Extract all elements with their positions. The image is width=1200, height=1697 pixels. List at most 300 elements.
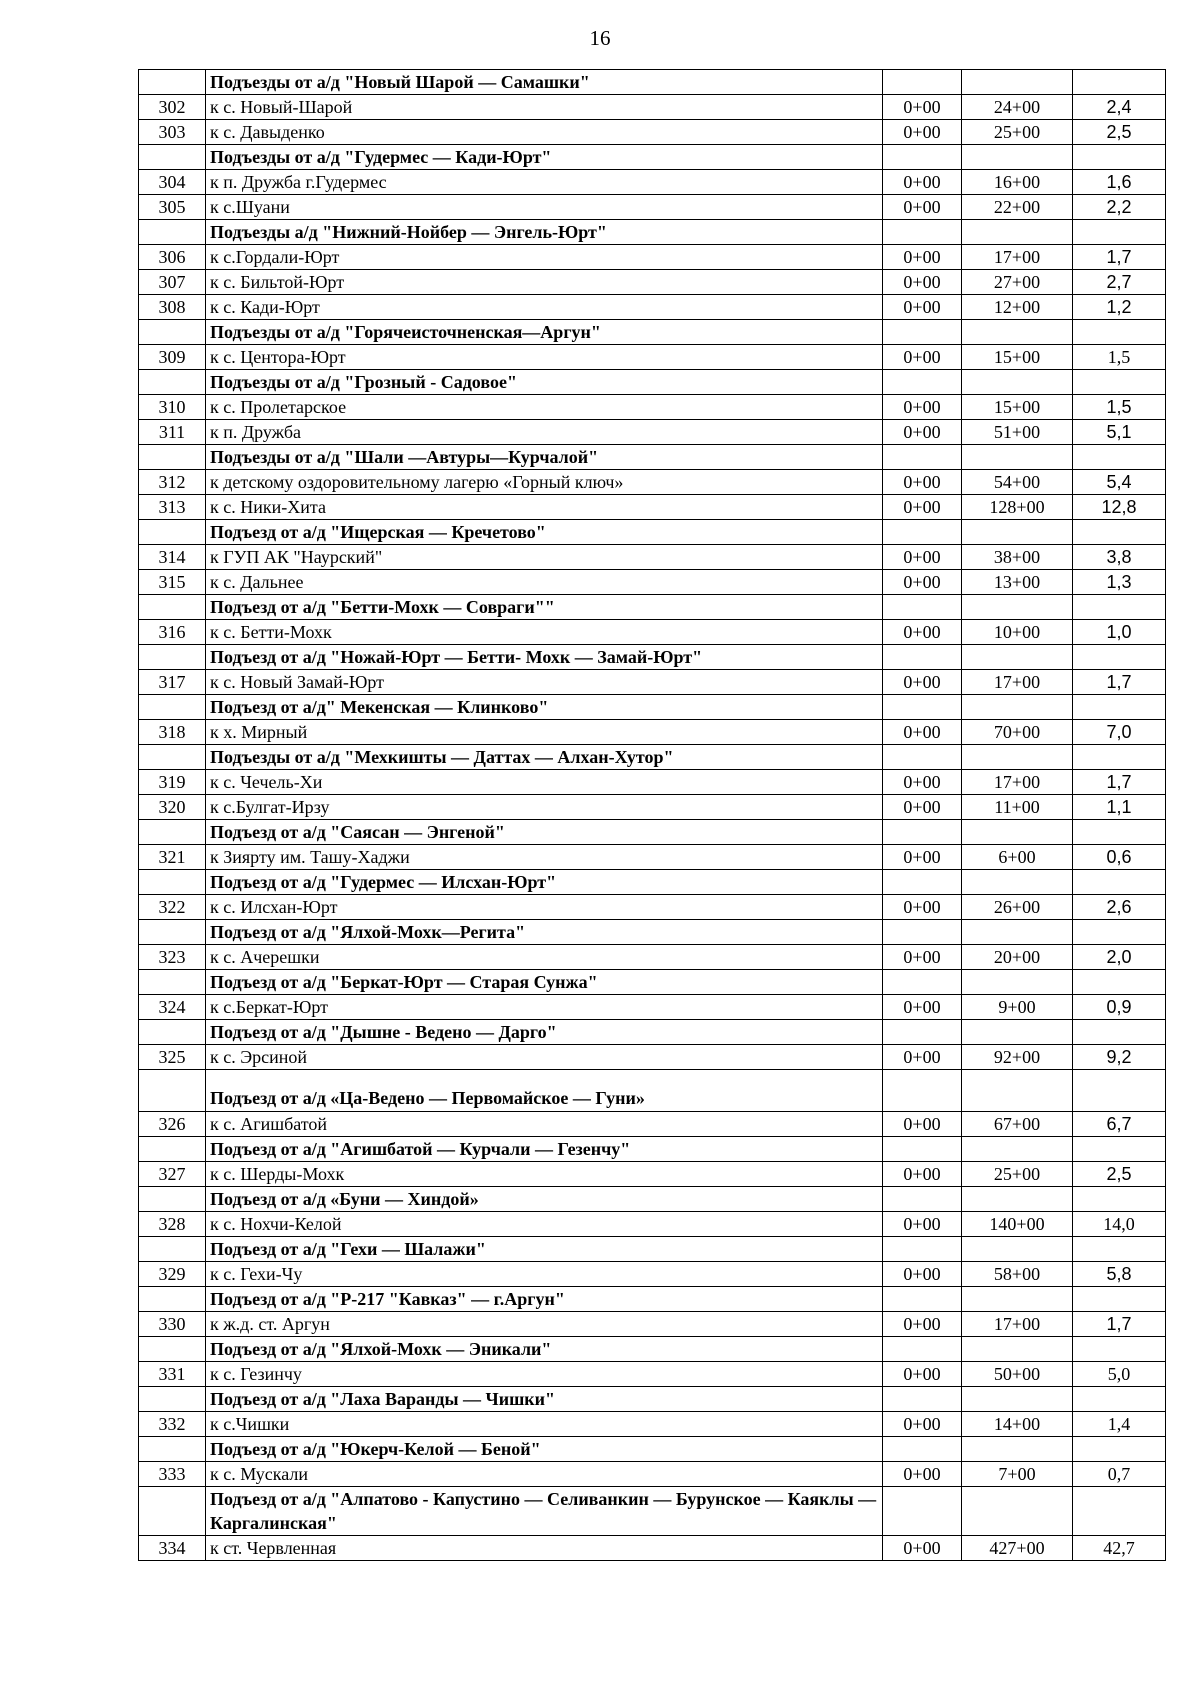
start-km-cell	[883, 1137, 962, 1162]
row-number-cell	[139, 1487, 206, 1536]
length-cell	[1073, 920, 1166, 945]
start-km-cell: 0+00	[883, 1412, 962, 1437]
end-km-cell	[962, 695, 1073, 720]
length-cell: 7,0	[1073, 720, 1166, 745]
row-number-cell: 333	[139, 1462, 206, 1487]
row-number-cell	[139, 1387, 206, 1412]
section-header-row	[139, 1020, 1166, 1045]
end-km-cell: 6+00	[962, 845, 1073, 870]
start-km-cell: 0+00	[883, 495, 962, 520]
table-row	[139, 720, 1166, 745]
start-km-cell: 0+00	[883, 1362, 962, 1387]
section-title-cell: Подъезд от а/д "Саясан — Энгеной"	[206, 820, 883, 845]
row-number-cell: 326	[139, 1112, 206, 1137]
end-km-cell: 17+00	[962, 245, 1073, 270]
length-cell	[1073, 1137, 1166, 1162]
section-title-cell: Подъезды от а/д "Новый Шарой — Самашки"	[206, 70, 883, 95]
end-km-cell	[962, 520, 1073, 545]
length-cell	[1073, 145, 1166, 170]
row-number-cell	[139, 870, 206, 895]
section-header-row	[139, 520, 1166, 545]
section-header-row	[139, 1437, 1166, 1462]
start-km-cell: 0+00	[883, 895, 962, 920]
end-km-cell	[962, 1070, 1073, 1112]
length-cell	[1073, 70, 1166, 95]
end-km-cell	[962, 920, 1073, 945]
road-name-cell: к с. Бетти-Мохк	[206, 620, 883, 645]
row-number-cell: 319	[139, 770, 206, 795]
length-cell: 5,8	[1073, 1262, 1166, 1287]
length-cell	[1073, 1070, 1166, 1112]
section-title-cell: Подъезды от а/д "Гудермес — Кади-Юрт"	[206, 145, 883, 170]
row-number-cell: 318	[139, 720, 206, 745]
road-name-cell: к с. Нохчи-Келой	[206, 1212, 883, 1237]
row-number-cell	[139, 370, 206, 395]
end-km-cell: 9+00	[962, 995, 1073, 1020]
start-km-cell: 0+00	[883, 1162, 962, 1187]
table-row	[139, 470, 1166, 495]
length-cell: 1,5	[1073, 395, 1166, 420]
road-name-cell: к с. Бильтой-Юрт	[206, 270, 883, 295]
end-km-cell: 50+00	[962, 1362, 1073, 1387]
section-header-row	[139, 1387, 1166, 1412]
section-header-row	[139, 1137, 1166, 1162]
row-number-cell	[139, 320, 206, 345]
end-km-cell: 128+00	[962, 495, 1073, 520]
length-cell: 3,8	[1073, 545, 1166, 570]
row-number-cell: 312	[139, 470, 206, 495]
row-number-cell	[139, 145, 206, 170]
table-row	[139, 270, 1166, 295]
end-km-cell: 17+00	[962, 770, 1073, 795]
roads-table-body	[139, 70, 1166, 1561]
road-name-cell: к с. Гехи-Чу	[206, 1262, 883, 1287]
length-cell: 2,0	[1073, 945, 1166, 970]
row-number-cell: 332	[139, 1412, 206, 1437]
length-cell: 1,6	[1073, 170, 1166, 195]
start-km-cell	[883, 1237, 962, 1262]
row-number-cell	[139, 445, 206, 470]
row-number-cell: 321	[139, 845, 206, 870]
length-cell: 0,7	[1073, 1462, 1166, 1487]
length-cell: 5,0	[1073, 1362, 1166, 1387]
row-number-cell	[139, 1070, 206, 1112]
table-row	[139, 570, 1166, 595]
section-header-row	[139, 820, 1166, 845]
row-number-cell	[139, 820, 206, 845]
length-cell	[1073, 1287, 1166, 1312]
section-header-row	[139, 870, 1166, 895]
start-km-cell	[883, 1437, 962, 1462]
end-km-cell	[962, 1137, 1073, 1162]
row-number-cell: 330	[139, 1312, 206, 1337]
start-km-cell: 0+00	[883, 420, 962, 445]
length-cell: 2,2	[1073, 195, 1166, 220]
end-km-cell: 58+00	[962, 1262, 1073, 1287]
length-cell: 12,8	[1073, 495, 1166, 520]
row-number-cell: 317	[139, 670, 206, 695]
length-cell	[1073, 1187, 1166, 1212]
section-title-cell: Подъезды от а/д "Мехкишты — Даттах — Алхан-Хутор"	[206, 745, 883, 770]
section-title-cell: Подъезды от а/д "Горячеисточненская—Аргун"	[206, 320, 883, 345]
start-km-cell: 0+00	[883, 620, 962, 645]
road-name-cell: к с. Новый-Шарой	[206, 95, 883, 120]
length-cell	[1073, 520, 1166, 545]
length-cell	[1073, 695, 1166, 720]
section-title-cell: Подъезд от а/д "Гехи — Шалажи"	[206, 1237, 883, 1262]
table-row	[139, 1536, 1166, 1561]
table-row	[139, 1312, 1166, 1337]
row-number-cell: 323	[139, 945, 206, 970]
end-km-cell: 26+00	[962, 895, 1073, 920]
length-cell	[1073, 1387, 1166, 1412]
row-number-cell	[139, 1187, 206, 1212]
start-km-cell	[883, 445, 962, 470]
length-cell: 2,5	[1073, 120, 1166, 145]
end-km-cell: 51+00	[962, 420, 1073, 445]
start-km-cell	[883, 695, 962, 720]
road-name-cell: к с. Илсхан-Юрт	[206, 895, 883, 920]
start-km-cell	[883, 370, 962, 395]
end-km-cell: 92+00	[962, 1045, 1073, 1070]
end-km-cell	[962, 1337, 1073, 1362]
road-name-cell: к п. Дружба	[206, 420, 883, 445]
section-title-cell: Подъезды а/д "Нижний-Нойбер — Энгель-Юрт"	[206, 220, 883, 245]
start-km-cell: 0+00	[883, 270, 962, 295]
row-number-cell: 325	[139, 1045, 206, 1070]
length-cell: 2,6	[1073, 895, 1166, 920]
table-row	[139, 1112, 1166, 1137]
section-header-row	[139, 920, 1166, 945]
road-name-cell: к с. Агишбатой	[206, 1112, 883, 1137]
length-cell	[1073, 1487, 1166, 1536]
row-number-cell	[139, 920, 206, 945]
end-km-cell: 20+00	[962, 945, 1073, 970]
end-km-cell: 16+00	[962, 170, 1073, 195]
end-km-cell: 13+00	[962, 570, 1073, 595]
start-km-cell: 0+00	[883, 995, 962, 1020]
length-cell: 6,7	[1073, 1112, 1166, 1137]
end-km-cell: 25+00	[962, 120, 1073, 145]
end-km-cell: 27+00	[962, 270, 1073, 295]
start-km-cell: 0+00	[883, 795, 962, 820]
start-km-cell	[883, 645, 962, 670]
start-km-cell: 0+00	[883, 1045, 962, 1070]
row-number-cell: 303	[139, 120, 206, 145]
road-name-cell: к с. Гезинчу	[206, 1362, 883, 1387]
table-row	[139, 170, 1166, 195]
start-km-cell: 0+00	[883, 1462, 962, 1487]
end-km-cell	[962, 970, 1073, 995]
length-cell	[1073, 595, 1166, 620]
road-name-cell: к с. Дальнее	[206, 570, 883, 595]
end-km-cell: 70+00	[962, 720, 1073, 745]
length-cell	[1073, 820, 1166, 845]
table-row	[139, 945, 1166, 970]
end-km-cell: 14+00	[962, 1412, 1073, 1437]
row-number-cell	[139, 70, 206, 95]
length-cell: 1,0	[1073, 620, 1166, 645]
start-km-cell: 0+00	[883, 670, 962, 695]
section-header-row	[139, 695, 1166, 720]
end-km-cell	[962, 1437, 1073, 1462]
start-km-cell: 0+00	[883, 770, 962, 795]
table-row	[139, 995, 1166, 1020]
row-number-cell: 313	[139, 495, 206, 520]
length-cell	[1073, 970, 1166, 995]
length-cell	[1073, 220, 1166, 245]
start-km-cell	[883, 745, 962, 770]
road-name-cell: к с. Ачерешки	[206, 945, 883, 970]
row-number-cell	[139, 1287, 206, 1312]
end-km-cell: 10+00	[962, 620, 1073, 645]
section-title-cell: Подъезд от а/д «Буни — Хиндой»	[206, 1187, 883, 1212]
section-title-cell: Подъезд от а/д "Лаха Варанды — Чишки"	[206, 1387, 883, 1412]
end-km-cell	[962, 1237, 1073, 1262]
section-header-row	[139, 320, 1166, 345]
start-km-cell: 0+00	[883, 120, 962, 145]
length-cell: 0,6	[1073, 845, 1166, 870]
end-km-cell	[962, 1387, 1073, 1412]
start-km-cell: 0+00	[883, 170, 962, 195]
row-number-cell: 307	[139, 270, 206, 295]
road-name-cell: к с. Эрсиной	[206, 1045, 883, 1070]
section-title-cell: Подъезд от а/д "Ножай-Юрт — Бетти- Мохк — Замай-Юрт"	[206, 645, 883, 670]
row-number-cell: 320	[139, 795, 206, 820]
start-km-cell: 0+00	[883, 470, 962, 495]
start-km-cell	[883, 320, 962, 345]
section-header-row	[139, 1337, 1166, 1362]
row-number-cell: 331	[139, 1362, 206, 1387]
road-name-cell: к Зиярту им. Ташу-Хаджи	[206, 845, 883, 870]
road-name-cell: к с.Гордали-Юрт	[206, 245, 883, 270]
table-row	[139, 345, 1166, 370]
row-number-cell	[139, 595, 206, 620]
row-number-cell	[139, 745, 206, 770]
length-cell: 5,4	[1073, 470, 1166, 495]
road-name-cell: к с.Шуани	[206, 195, 883, 220]
end-km-cell: 12+00	[962, 295, 1073, 320]
row-number-cell: 315	[139, 570, 206, 595]
section-title-cell: Подъезд от а/д "Ялхой-Мохк — Эникали"	[206, 1337, 883, 1362]
end-km-cell	[962, 1187, 1073, 1212]
start-km-cell: 0+00	[883, 245, 962, 270]
end-km-cell	[962, 745, 1073, 770]
section-title-cell: Подъезд от а/д "Беркат-Юрт — Старая Сунжа"	[206, 970, 883, 995]
section-header-row	[139, 1287, 1166, 1312]
end-km-cell: 17+00	[962, 670, 1073, 695]
table-row	[139, 1262, 1166, 1287]
length-cell: 1,7	[1073, 770, 1166, 795]
page-number: 16	[589, 26, 611, 50]
start-km-cell: 0+00	[883, 570, 962, 595]
row-number-cell	[139, 520, 206, 545]
length-cell: 2,7	[1073, 270, 1166, 295]
start-km-cell	[883, 70, 962, 95]
row-number-cell: 308	[139, 295, 206, 320]
row-number-cell: 324	[139, 995, 206, 1020]
length-cell	[1073, 1020, 1166, 1045]
section-title-cell: Подъезд от а/д «Ца-Ведено — Первомайское — Гуни»	[206, 1070, 883, 1112]
length-cell	[1073, 1437, 1166, 1462]
end-km-cell: 38+00	[962, 545, 1073, 570]
section-title-cell: Подъезд от а/д" Мекенская — Клинково"	[206, 695, 883, 720]
start-km-cell: 0+00	[883, 945, 962, 970]
start-km-cell: 0+00	[883, 395, 962, 420]
row-number-cell: 305	[139, 195, 206, 220]
section-header-row	[139, 970, 1166, 995]
start-km-cell	[883, 970, 962, 995]
row-number-cell: 328	[139, 1212, 206, 1237]
end-km-cell: 140+00	[962, 1212, 1073, 1237]
road-name-cell: к с. Давыденко	[206, 120, 883, 145]
section-header-row	[139, 645, 1166, 670]
row-number-cell: 314	[139, 545, 206, 570]
table-row	[139, 245, 1166, 270]
section-title-cell: Подъезды от а/д "Грозный - Садовое"	[206, 370, 883, 395]
start-km-cell	[883, 1287, 962, 1312]
end-km-cell: 54+00	[962, 470, 1073, 495]
length-cell: 1,4	[1073, 1412, 1166, 1437]
section-title-cell: Подъезд от а/д "Алпатово - Капустино — Селиванкин — Бурунское — Каяклы — Каргалинская"	[206, 1487, 883, 1536]
length-cell: 14,0	[1073, 1212, 1166, 1237]
length-cell	[1073, 1237, 1166, 1262]
row-number-cell	[139, 645, 206, 670]
road-name-cell: к детскому оздоровительному лагерю «Горный ключ»	[206, 470, 883, 495]
row-number-cell: 316	[139, 620, 206, 645]
row-number-cell	[139, 220, 206, 245]
section-header-row	[139, 745, 1166, 770]
start-km-cell	[883, 1487, 962, 1536]
row-number-cell	[139, 1437, 206, 1462]
end-km-cell	[962, 645, 1073, 670]
end-km-cell: 15+00	[962, 395, 1073, 420]
row-number-cell: 329	[139, 1262, 206, 1287]
start-km-cell	[883, 1387, 962, 1412]
table-row	[139, 895, 1166, 920]
length-cell: 1,7	[1073, 670, 1166, 695]
table-row	[139, 670, 1166, 695]
table-row	[139, 95, 1166, 120]
start-km-cell	[883, 920, 962, 945]
start-km-cell	[883, 520, 962, 545]
start-km-cell: 0+00	[883, 1536, 962, 1561]
start-km-cell	[883, 870, 962, 895]
table-row	[139, 545, 1166, 570]
length-cell	[1073, 645, 1166, 670]
row-number-cell: 309	[139, 345, 206, 370]
start-km-cell: 0+00	[883, 1112, 962, 1137]
section-header-row	[139, 445, 1166, 470]
road-name-cell: к с.Чишки	[206, 1412, 883, 1437]
start-km-cell	[883, 1187, 962, 1212]
end-km-cell: 25+00	[962, 1162, 1073, 1187]
length-cell: 1,7	[1073, 245, 1166, 270]
section-header-row	[139, 1187, 1166, 1212]
row-number-cell: 327	[139, 1162, 206, 1187]
start-km-cell: 0+00	[883, 1262, 962, 1287]
end-km-cell: 11+00	[962, 795, 1073, 820]
road-name-cell: к ст. Червленная	[206, 1536, 883, 1561]
row-number-cell	[139, 695, 206, 720]
road-name-cell: к с. Шерды-Мохк	[206, 1162, 883, 1187]
road-name-cell: к с. Кади-Юрт	[206, 295, 883, 320]
length-cell	[1073, 320, 1166, 345]
table-row	[139, 1212, 1166, 1237]
row-number-cell	[139, 1337, 206, 1362]
start-km-cell	[883, 220, 962, 245]
section-title-cell: Подъезды от а/д "Шали —Автуры—Курчалой"	[206, 445, 883, 470]
start-km-cell	[883, 1070, 962, 1112]
end-km-cell	[962, 70, 1073, 95]
table-row	[139, 1162, 1166, 1187]
start-km-cell: 0+00	[883, 95, 962, 120]
road-name-cell: к ж.д. ст. Аргун	[206, 1312, 883, 1337]
road-name-cell: к с. Новый Замай-Юрт	[206, 670, 883, 695]
table-row	[139, 620, 1166, 645]
row-number-cell	[139, 1020, 206, 1045]
start-km-cell	[883, 1337, 962, 1362]
start-km-cell: 0+00	[883, 195, 962, 220]
road-name-cell: к ГУП АК "Наурский"	[206, 545, 883, 570]
section-header-row	[139, 70, 1166, 95]
road-name-cell: к п. Дружба г.Гудермес	[206, 170, 883, 195]
section-header-row	[139, 220, 1166, 245]
end-km-cell: 7+00	[962, 1462, 1073, 1487]
row-number-cell	[139, 1237, 206, 1262]
table-row	[139, 1362, 1166, 1387]
row-number-cell: 306	[139, 245, 206, 270]
end-km-cell	[962, 320, 1073, 345]
end-km-cell	[962, 220, 1073, 245]
table-row	[139, 395, 1166, 420]
length-cell	[1073, 745, 1166, 770]
table-row	[139, 795, 1166, 820]
start-km-cell	[883, 820, 962, 845]
end-km-cell: 22+00	[962, 195, 1073, 220]
table-row	[139, 120, 1166, 145]
road-name-cell: к с. Центора-Юрт	[206, 345, 883, 370]
end-km-cell	[962, 1020, 1073, 1045]
table-row	[139, 1462, 1166, 1487]
end-km-cell: 67+00	[962, 1112, 1073, 1137]
length-cell: 1,5	[1073, 345, 1166, 370]
road-name-cell: к с. Мускали	[206, 1462, 883, 1487]
end-km-cell	[962, 820, 1073, 845]
start-km-cell	[883, 1020, 962, 1045]
row-number-cell: 311	[139, 420, 206, 445]
section-title-cell: Подъезд от а/д "Агишбатой — Курчали — Гезенчу"	[206, 1137, 883, 1162]
section-header-row	[139, 1487, 1166, 1536]
length-cell: 0,9	[1073, 995, 1166, 1020]
section-title-cell: Подъезд от а/д "Юкерч-Келой — Беной"	[206, 1437, 883, 1462]
length-cell	[1073, 370, 1166, 395]
start-km-cell: 0+00	[883, 345, 962, 370]
table-row	[139, 770, 1166, 795]
length-cell: 1,3	[1073, 570, 1166, 595]
roads-table	[138, 69, 1166, 1561]
length-cell: 9,2	[1073, 1045, 1166, 1070]
row-number-cell: 304	[139, 170, 206, 195]
section-title-cell: Подъезд от а/д "Дышне - Ведено — Дарго"	[206, 1020, 883, 1045]
row-number-cell: 322	[139, 895, 206, 920]
row-number-cell: 310	[139, 395, 206, 420]
end-km-cell	[962, 1487, 1073, 1536]
start-km-cell: 0+00	[883, 545, 962, 570]
row-number-cell: 334	[139, 1536, 206, 1561]
start-km-cell	[883, 145, 962, 170]
length-cell: 1,7	[1073, 1312, 1166, 1337]
